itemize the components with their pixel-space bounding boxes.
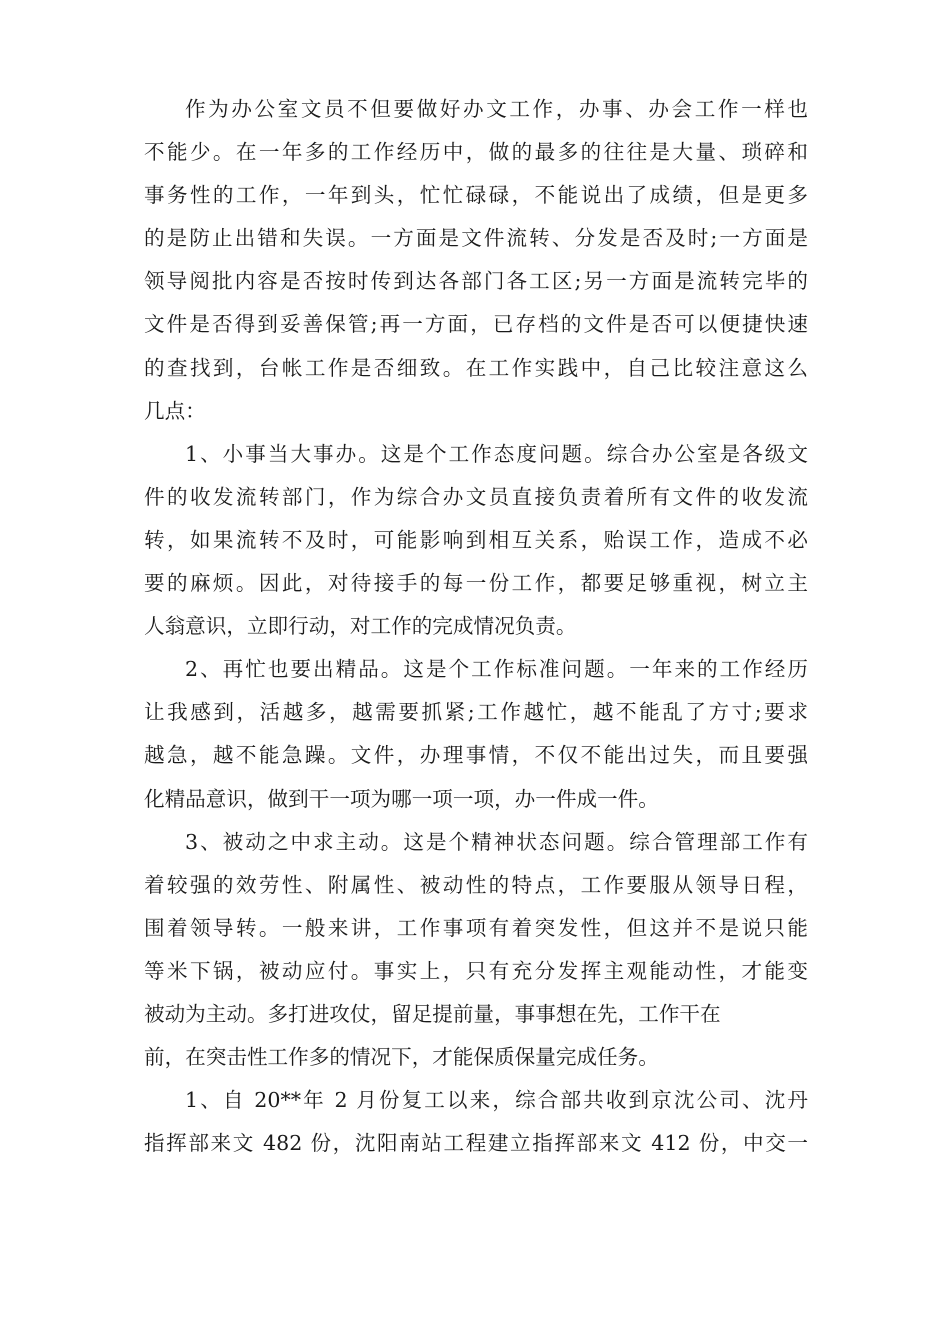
paragraph-intro bbox=[144, 88, 808, 433]
text-line: 几点： bbox=[144, 398, 206, 423]
text-line: 的是防止出错和失误。一方面是文件流转、分发是否及时;一方面是 bbox=[144, 226, 808, 251]
paragraph-statistics bbox=[144, 1079, 808, 1165]
paragraph-point-3 bbox=[144, 821, 808, 1080]
text-line: 转，如果流转不及时，可能影响到相互关系，贻误工作，造成不必 bbox=[144, 527, 808, 552]
text-line: 被动为主动。多打进攻仗，留足提前量，事事想在先，工作干在 bbox=[144, 1001, 721, 1026]
text-line: 事务性的工作，一年到头，忙忙碌碌，不能说出了成绩，但是更多 bbox=[144, 183, 808, 208]
text-line: 让我感到，活越多，越需要抓紧;工作越忙，越不能乱了方寸;要求 bbox=[144, 700, 808, 725]
text-line: 前，在突击性工作多的情况下，才能保质保量完成任务。 bbox=[144, 1045, 659, 1070]
text-line: 化精品意识，做到干一项为哪一项一项，办一件成一件。 bbox=[144, 786, 659, 811]
text-line: 的查找到，台帐工作是否细致。在工作实践中，自己比较注意这么 bbox=[144, 355, 808, 380]
text-line: 作为办公室文员不但要做好办文工作，办事、办会工作一样也 bbox=[185, 97, 808, 121]
text-line: 领导阅批内容是否按时传到达各部门各工区;另一方面是流转完毕的 bbox=[144, 269, 808, 294]
text-line: 越急，越不能急躁。文件，办理事情，不仅不能出过失，而且要强 bbox=[144, 743, 808, 768]
text-line: 3、被动之中求主动。这是个精神状态问题。综合管理部工作有 bbox=[185, 829, 808, 854]
text-line: 指挥部来文 482 份，沈阳南站工程建立指挥部来文 412 份，中交一 bbox=[144, 1131, 808, 1156]
paragraph-point-1 bbox=[144, 433, 808, 648]
text-line: 等米下锅，被动应付。事实上，只有充分发挥主观能动性，才能变 bbox=[144, 958, 808, 983]
text-line: 2、再忙也要出精品。这是个工作标准问题。一年来的工作经历 bbox=[185, 657, 808, 682]
text-line: 人翁意识，立即行动，对工作的完成情况负责。 bbox=[144, 614, 577, 639]
document-body bbox=[144, 88, 808, 1165]
paragraph-point-2 bbox=[144, 648, 808, 820]
text-line: 着较强的效劳性、附属性、被动性的特点，工作要服从领导日程， bbox=[144, 872, 808, 897]
text-line: 要的麻烦。因此，对待接手的每一份工作，都要足够重视，树立主 bbox=[144, 571, 808, 596]
text-line: 围着领导转。一般来讲，工作事项有着突发性，但这并不是说只能 bbox=[144, 915, 808, 940]
text-line: 1、小事当大事办。这是个工作态度问题。综合办公室是各级文 bbox=[185, 441, 808, 466]
text-line: 不能少。在一年多的工作经历中，做的最多的往往是大量、琐碎和 bbox=[144, 140, 808, 165]
text-line: 件的收发流转部门，作为综合办文员直接负责着所有文件的收发流 bbox=[144, 484, 808, 509]
text-line: 1、自 20**年 2 月份复工以来，综合部共收到京沈公司、沈丹 bbox=[185, 1088, 808, 1113]
text-line: 文件是否得到妥善保管;再一方面，已存档的文件是否可以便捷快速 bbox=[144, 312, 808, 337]
